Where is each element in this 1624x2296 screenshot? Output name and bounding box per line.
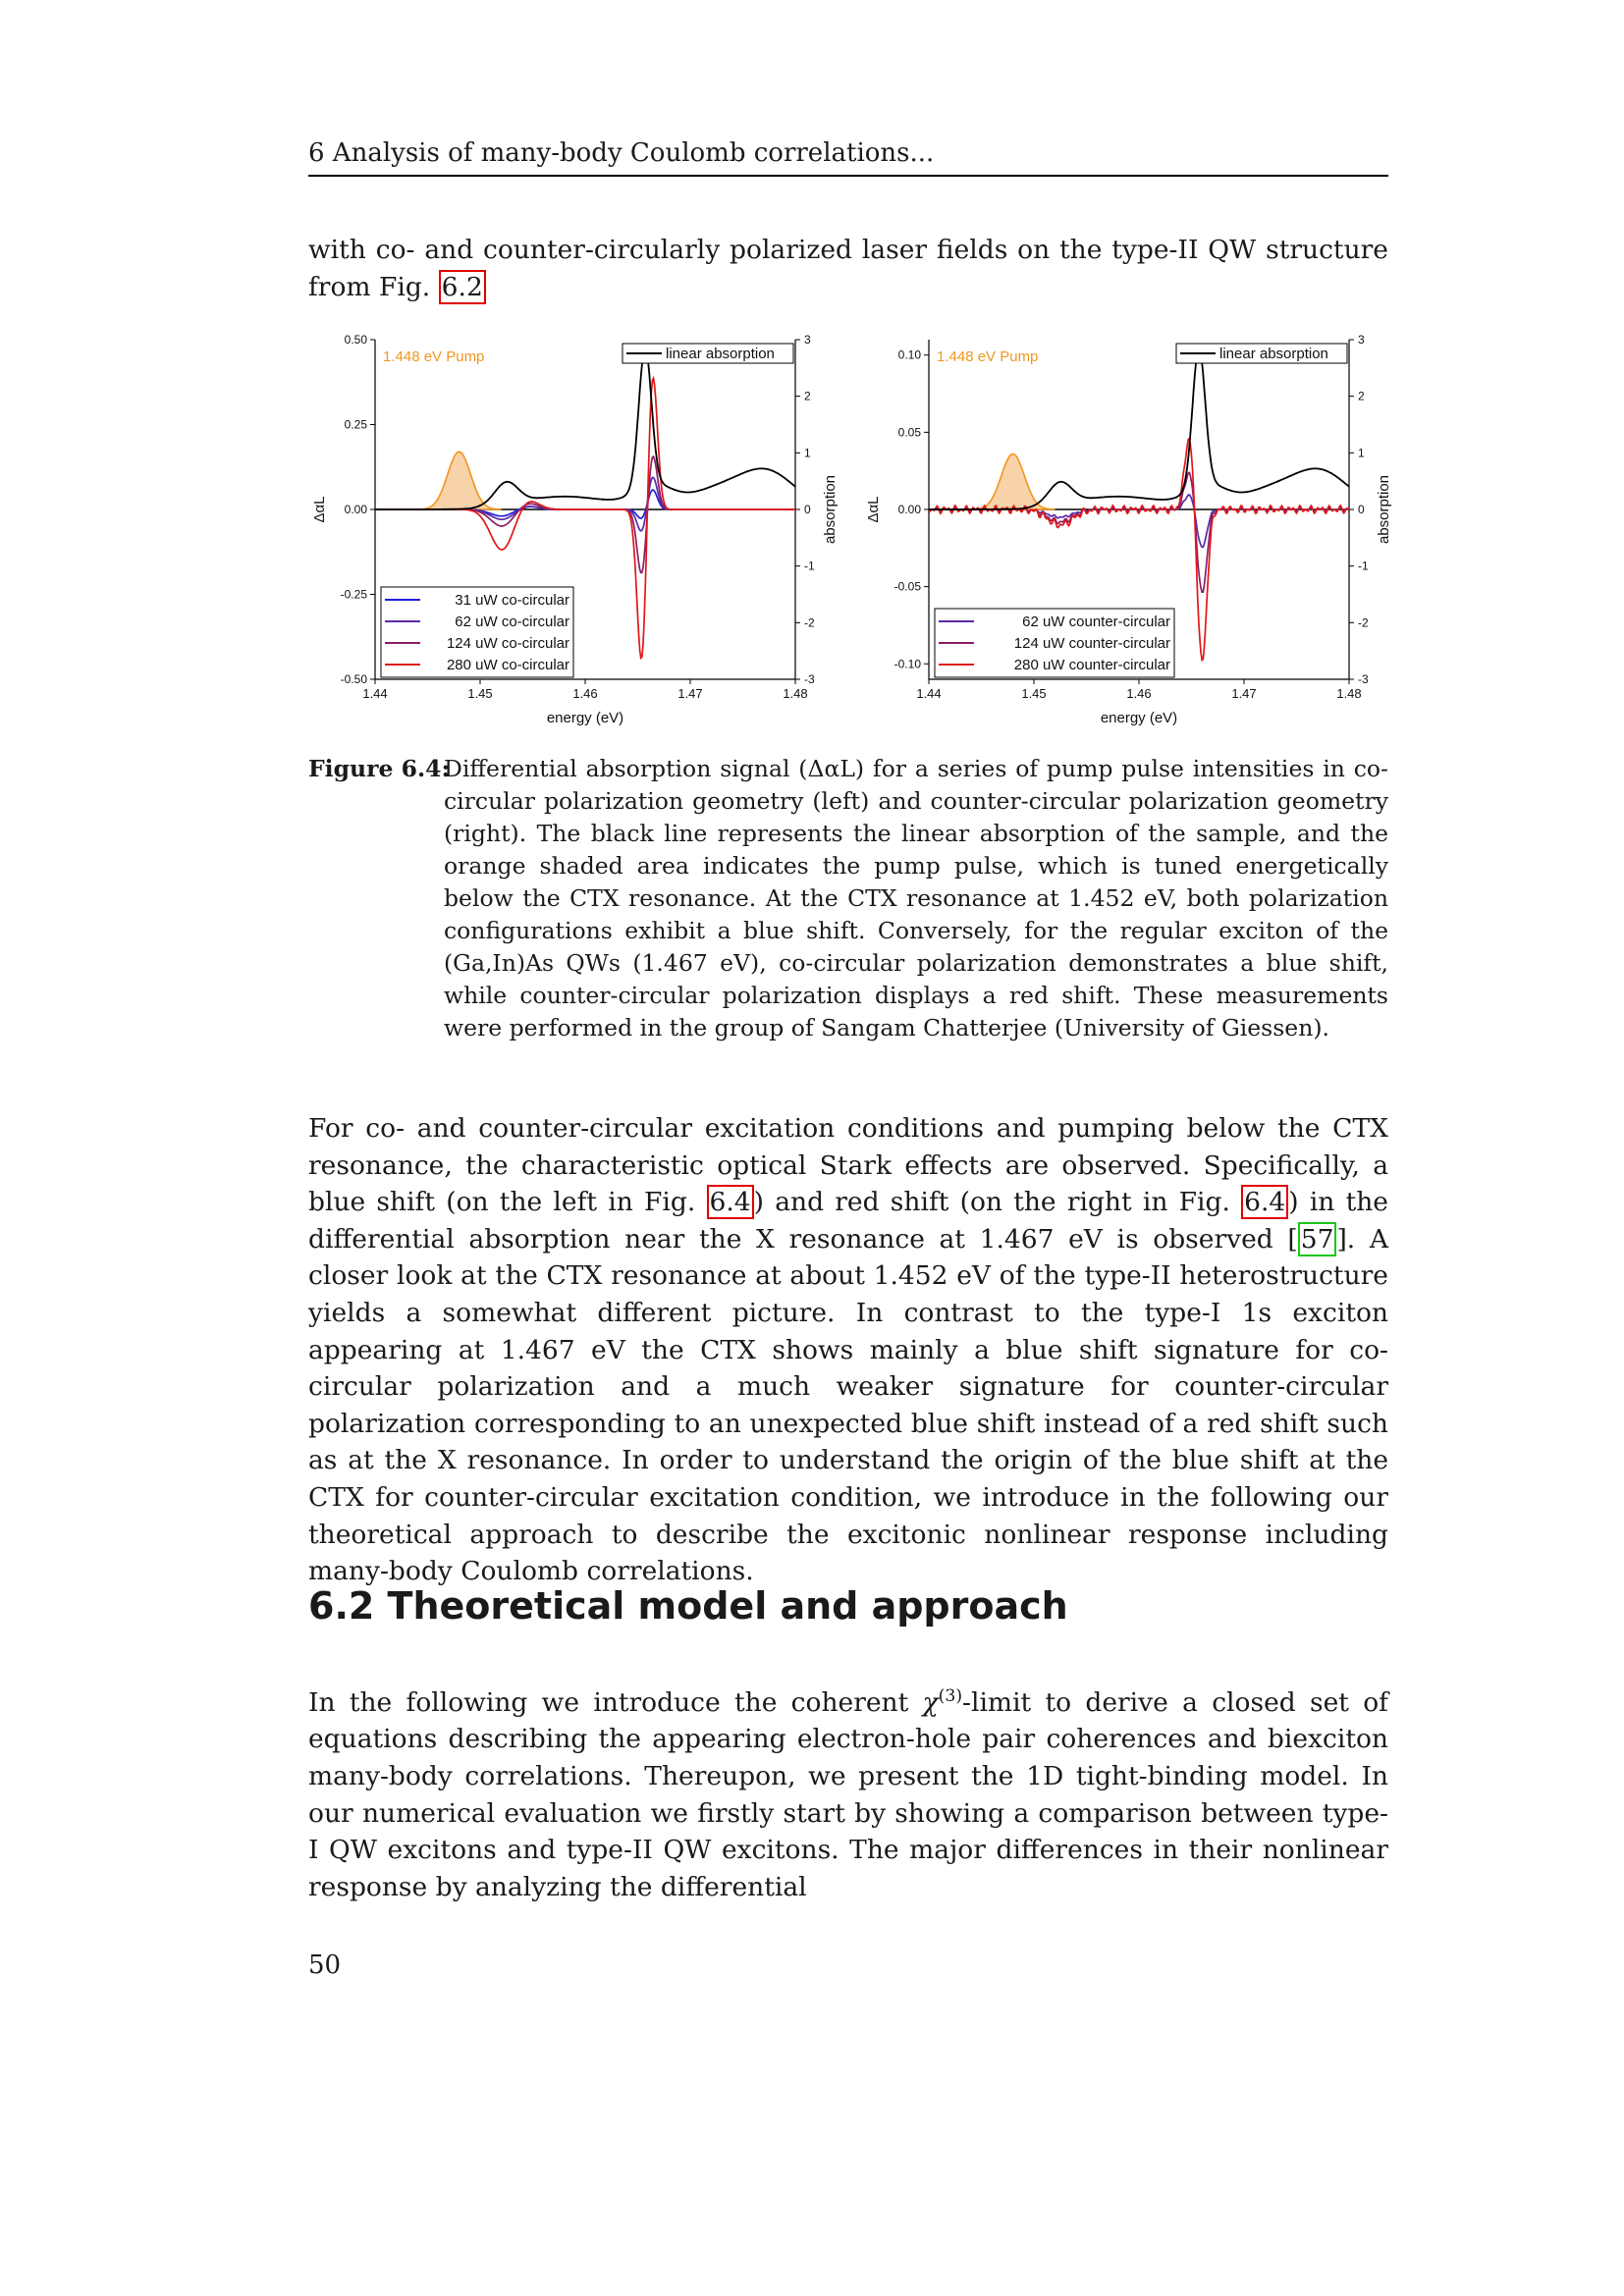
linear-absorption-line [375, 347, 795, 509]
y-tick-label: 0.00 [344, 503, 367, 516]
y2-tick-label: -3 [804, 672, 815, 686]
y2-tick-label: 3 [804, 333, 811, 347]
legend-label: 31 uW co-circular [455, 592, 569, 609]
x-axis-label: energy (eV) [1100, 710, 1178, 726]
y2-tick-label: 3 [1358, 333, 1365, 347]
x-tick-label: 1.44 [916, 686, 942, 701]
series-line-124-uw-co-circular [375, 456, 795, 572]
pump-annotation: 1.448 eV Pump [383, 348, 485, 365]
x-tick-label: 1.46 [1126, 686, 1152, 701]
legend-label: 62 uW co-circular [455, 614, 569, 630]
y2-axis-label: absorption [1376, 474, 1392, 545]
series-line-124-uw-counter-circular [929, 472, 1349, 592]
caption-label: Figure 6.4: [308, 755, 451, 782]
y-tick-label: -0.25 [340, 587, 367, 602]
legend-label: 280 uW counter-circular [1013, 657, 1170, 673]
legend-label-linear: linear absorption [1219, 346, 1328, 362]
y-tick-label: 0.50 [344, 333, 367, 347]
x-tick-label: 1.45 [1021, 686, 1047, 701]
y2-tick-label: 0 [1358, 503, 1365, 516]
left-panel-co-circular [311, 333, 839, 726]
para-text: For co- and counter-circular excitation conditions and pumping below the CTX resonance, the characteristic optical Stark effects are observed. Specifically, a blue shift (on the left in Fig. [308, 1113, 1388, 1218]
y-tick-label: 0.00 [897, 503, 921, 516]
intro-paragraph [308, 232, 1388, 305]
pump-pulse-area [971, 454, 1056, 509]
figure-ref-6-4[interactable]: 6.4 [707, 1185, 754, 1219]
y-tick-label: 0.25 [344, 417, 367, 432]
figure-caption [308, 753, 1388, 1044]
legend-label: 280 uW co-circular [446, 657, 569, 673]
y-tick-label: -0.10 [893, 657, 921, 671]
legend-label: 124 uW co-circular [446, 635, 569, 652]
legend-label-linear: linear absorption [666, 346, 775, 362]
legend-label: 62 uW counter-circular [1022, 614, 1170, 630]
x-tick-label: 1.47 [1231, 686, 1257, 701]
figure-6-4 [295, 324, 1394, 736]
x-tick-label: 1.48 [1336, 686, 1362, 701]
chi-symbol: χ [922, 1686, 939, 1718]
figure-ref-6-4[interactable]: 6.4 [1241, 1185, 1288, 1219]
para-text: -limit to derive a closed set of equations describing the appearing electron-hole pair coherences and biexciton many-body correlations. Thereupon, we present the 1D tight-binding model. In our numerical evaluation we firstly start by showing a comparison between type-I QW excitons and type-II QW excitons. The major differences in their nonlinear response by analyzing the differential [308, 1686, 1388, 1902]
x-tick-label: 1.47 [677, 686, 703, 701]
y2-tick-label: -2 [804, 615, 815, 630]
pump-annotation: 1.448 eV Pump [937, 348, 1039, 365]
right-panel-counter-circular [865, 333, 1392, 726]
y2-tick-label: 1 [804, 446, 811, 460]
y2-tick-label: -1 [804, 559, 815, 573]
chi-superscript: (3) [938, 1686, 963, 1706]
figure-ref-6-2[interactable]: 6.2 [439, 270, 486, 304]
body-paragraph-2 [308, 1679, 1388, 1905]
y2-tick-label: 0 [804, 503, 811, 516]
x-axis-label: energy (eV) [546, 710, 624, 726]
page-number: 50 [308, 1950, 342, 1980]
y2-axis-label: absorption [822, 474, 839, 545]
header-rule [308, 175, 1388, 177]
x-tick-label: 1.48 [783, 686, 808, 701]
y2-tick-label: 1 [1358, 446, 1365, 460]
intro-text: with co- and counter-circularly polarized laser fields on the type-II QW structure from Fig. [308, 235, 1388, 302]
x-tick-label: 1.46 [572, 686, 598, 701]
x-tick-label: 1.45 [467, 686, 493, 701]
legend-label: 124 uW counter-circular [1013, 635, 1170, 652]
linear-absorption-line [929, 347, 1349, 509]
y-tick-label: -0.50 [340, 672, 367, 686]
y-tick-label: -0.05 [893, 579, 921, 594]
citation-57[interactable]: 57 [1298, 1222, 1337, 1256]
y-tick-label: 0.10 [897, 347, 921, 362]
y2-tick-label: 2 [1358, 389, 1365, 403]
x-tick-label: 1.44 [362, 686, 388, 701]
pump-pulse-area [417, 452, 502, 509]
section-heading: 6.2 Theoretical model and approach [308, 1584, 1068, 1628]
y2-tick-label: -2 [1358, 615, 1369, 630]
y2-tick-label: -1 [1358, 559, 1369, 573]
y-axis-label: ΔαL [311, 496, 328, 523]
para-text: In the following we introduce the coherent [308, 1686, 923, 1718]
para-text: ]. A closer look at the CTX resonance at about 1.452 eV of the type-II heterostructure yields a somewhat different picture. In contrast to the type-I 1s exciton appearing at 1.467 eV the CTX shows mainly a blue shift signature for co-circular polarization and a much weaker signature for counter-circular polarization corresponding to an unexpected blue shift instead of a red shift such as at the X resonance. In order to understand the origin of the blue shift at the CTX for counter-circular excitation condition, we introduce in the following our theoretical approach to describe the excitonic nonlinear response including many-body Coulomb correlations. [308, 1223, 1388, 1587]
body-paragraph-1 [308, 1110, 1388, 1590]
y-tick-label: 0.05 [897, 425, 921, 440]
y-axis-label: ΔαL [865, 496, 882, 523]
y2-tick-label: -3 [1358, 672, 1369, 686]
para-text: ) and red shift (on the right in Fig. [753, 1187, 1242, 1218]
para-text: ) in the differential absorption near the X resonance at 1.467 eV is observed [ [308, 1187, 1388, 1255]
caption-text: Differential absorption signal (ΔαL) for a series of pump pulse intensities in co-circular polarization geometry (left) and counter-circular polarization geometry (right). The black line represents the linear absorption of the sample, and the orange shaded area indicates the pump pulse, which is tuned energetically below the CTX resonance. At the CTX resonance at 1.452 eV, both polarization configurations exhibit a blue shift. Conversely, for the regular exciton of the (Ga,In)As QWs (1.467 eV), co-circular polarization demonstrates a blue shift, while counter-circular polarization displays a red shift. These measurements were performed in the group of Sangam Chatterjee (University of Giessen). [444, 755, 1388, 1041]
y2-tick-label: 2 [804, 389, 811, 403]
running-header: 6 Analysis of many-body Coulomb correlations... [308, 138, 935, 168]
